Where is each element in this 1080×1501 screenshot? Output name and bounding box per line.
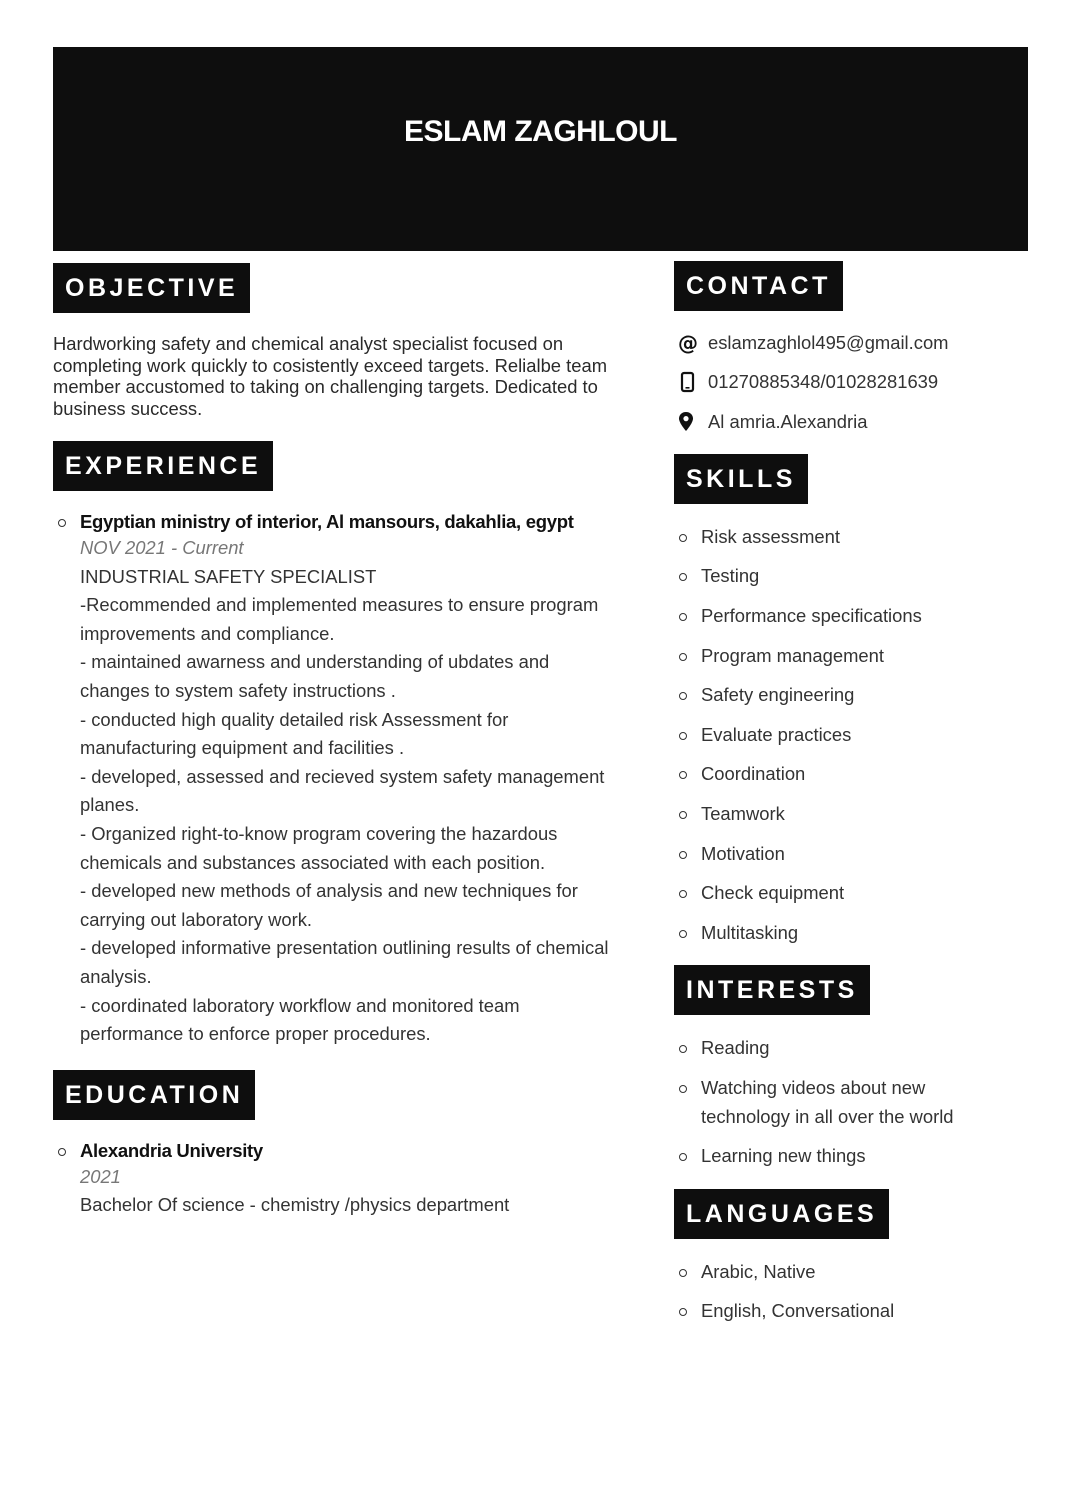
objective-text (53, 333, 638, 419)
contact-list (674, 332, 1028, 450)
skill-label: Coordination (701, 763, 806, 785)
experience-line: - conducted high quality detailed risk Assessment for (80, 708, 509, 730)
experience-line: - maintained awarness and understanding of ubdates and (80, 651, 550, 673)
experience-date: NOV 2021 - Current (80, 537, 244, 558)
circle-bullet-icon (679, 1045, 687, 1053)
language-label: Arabic, Native (701, 1260, 816, 1282)
experience-line: performance to enforce proper procedures. (80, 1023, 431, 1045)
experience-line: - coordinated laboratory workflow and monitored team (80, 994, 520, 1016)
contact-phone[interactable] (674, 371, 1028, 410)
experience-entry (53, 511, 638, 1049)
skill-label: Evaluate practices (701, 723, 852, 745)
language-label: English, Conversational (701, 1300, 895, 1322)
skill-item (674, 562, 1028, 591)
circle-bullet-icon (679, 534, 687, 542)
experience-line: analysis. (80, 965, 152, 987)
education-org: Alexandria University (80, 1139, 263, 1161)
skill-item (674, 721, 1028, 750)
experience-line: planes. (80, 794, 140, 816)
skill-label: Teamwork (701, 803, 785, 825)
skill-label: Risk assessment (701, 525, 840, 547)
circle-bullet-icon (679, 573, 687, 581)
experience-line: carrying out laboratory work. (80, 908, 313, 930)
contact-address (674, 411, 1028, 450)
interests-heading: INTERESTS (674, 965, 870, 1015)
experience-heading: EXPERIENCE (53, 441, 273, 491)
circle-bullet-icon (679, 890, 687, 898)
language-item (674, 1258, 1028, 1287)
left-column (53, 263, 638, 1220)
experience-line: chemicals and substances associated with each position. (80, 851, 546, 873)
circle-bullet-icon (679, 1085, 687, 1093)
skill-item (674, 602, 1028, 631)
experience-line: changes to system safety instructions . (80, 679, 396, 701)
skill-item (674, 919, 1028, 948)
circle-bullet-icon (679, 653, 687, 661)
interest-label-continued: technology in all over the world (701, 1105, 954, 1127)
experience-line: - Organized right-to-know program covering the hazardous (80, 822, 558, 844)
interest-label: Watching videos about new (701, 1077, 926, 1099)
skill-item (674, 523, 1028, 552)
skill-item (674, 879, 1028, 908)
experience-org: Egyptian ministry of interior, Al mansours, dakahlia, egypt (80, 511, 574, 532)
contact-email[interactable] (674, 332, 1028, 371)
skill-item (674, 642, 1028, 671)
at-icon (678, 332, 698, 354)
interest-label: Learning new things (701, 1145, 866, 1167)
skill-label: Motivation (701, 842, 785, 864)
circle-bullet-icon (679, 692, 687, 700)
header-banner (53, 47, 1028, 251)
circle-bullet-icon (679, 930, 687, 938)
skill-label: Program management (701, 644, 884, 666)
interests-list (674, 1034, 1028, 1170)
skill-item (674, 681, 1028, 710)
circle-bullet-icon (679, 811, 687, 819)
experience-line: - developed, assessed and recieved system safety management (80, 765, 605, 787)
skill-item (674, 800, 1028, 829)
skill-label: Multitasking (701, 921, 799, 943)
education-entry (53, 1140, 638, 1220)
education-heading: EDUCATION (53, 1070, 255, 1120)
objective-line: Hardworking safety and chemical analyst specialist focused on (53, 333, 564, 354)
skill-item (674, 840, 1028, 869)
skills-list (674, 523, 1028, 948)
location-pin-icon (678, 411, 698, 433)
experience-line: -Recommended and implemented measures to ensure program (80, 594, 599, 616)
circle-bullet-icon (679, 613, 687, 621)
skills-heading: SKILLS (674, 454, 808, 504)
skill-label: Performance specifications (701, 605, 922, 627)
circle-bullet-icon (679, 771, 687, 779)
skill-label: Check equipment (701, 882, 845, 904)
experience-line: manufacturing equipment and facilities . (80, 737, 405, 759)
contact-heading: CONTACT (674, 261, 843, 311)
circle-bullet-icon (679, 1308, 687, 1316)
objective-line: completing work quickly to cosistently exceed targets. Relialbe team (53, 354, 608, 376)
circle-bullet-icon (679, 732, 687, 740)
experience-line: improvements and compliance. (80, 622, 335, 644)
skill-label: Testing (701, 565, 760, 587)
phone-icon (678, 371, 698, 393)
candidate-name: ESLAM ZAGHLOUL (404, 115, 677, 148)
skill-label: Safety engineering (701, 684, 855, 706)
circle-bullet-icon (679, 1269, 687, 1277)
circle-bullet-icon (58, 1148, 66, 1156)
interest-item (674, 1142, 1028, 1171)
skill-item (674, 760, 1028, 789)
experience-line: - developed informative presentation outlining results of chemical (80, 937, 609, 959)
objective-line: member accustomed to taking on challenging targets. Dedicated to (53, 376, 598, 397)
circle-bullet-icon (679, 1153, 687, 1161)
right-column (674, 261, 1028, 1337)
contact-email-text: eslamzaghlol495@gmail.com (708, 332, 949, 353)
contact-phone-text: 01270885348/01028281639 (708, 371, 939, 393)
interest-item (674, 1034, 1028, 1063)
objective-heading: OBJECTIVE (53, 263, 250, 313)
experience-line: - developed new methods of analysis and new techniques for (80, 880, 578, 902)
svg-text:@: @ (678, 332, 698, 354)
objective-line: business success. (53, 397, 203, 419)
languages-list (674, 1258, 1028, 1326)
contact-address-text: Al amria.Alexandria (708, 410, 868, 432)
interest-label: Reading (701, 1037, 770, 1059)
interest-item (674, 1074, 1028, 1131)
circle-bullet-icon (679, 851, 687, 859)
education-degree: Bachelor Of science - chemistry /physics department (80, 1194, 510, 1216)
circle-bullet-icon (58, 519, 66, 527)
education-date: 2021 (80, 1165, 121, 1187)
experience-line: INDUSTRIAL SAFETY SPECIALIST (80, 565, 377, 587)
language-item (674, 1297, 1028, 1326)
languages-heading: LANGUAGES (674, 1189, 889, 1239)
